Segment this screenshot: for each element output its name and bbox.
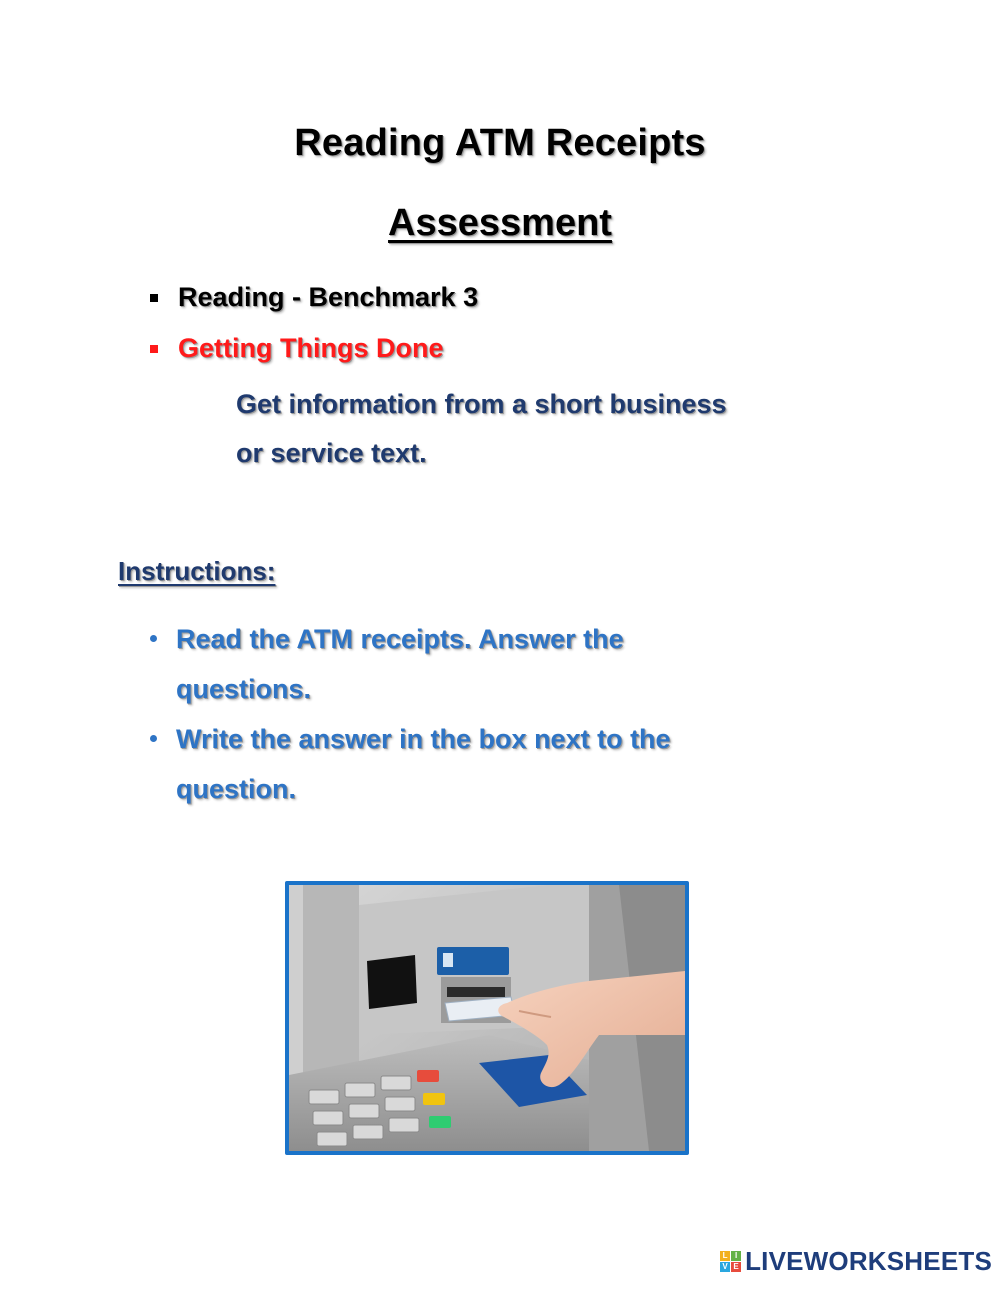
sub-bullet-line-2: or service text. <box>236 438 427 468</box>
liveworksheets-mark-icon <box>720 1251 741 1272</box>
logo-letter: L <box>720 1251 730 1261</box>
bullet-item-getting-things-done <box>150 333 443 364</box>
atm-photo <box>285 881 689 1155</box>
bullet-label: Getting Things Done <box>178 333 444 363</box>
dot-bullet-icon <box>150 635 157 642</box>
logo-letter: I <box>731 1251 741 1261</box>
bullet-item-reading <box>150 282 478 313</box>
liveworksheets-logo <box>720 1246 992 1277</box>
sub-bullet-item <box>212 380 872 478</box>
document-subtitle: Assessment <box>388 202 612 244</box>
logo-letter: V <box>720 1262 730 1272</box>
atm-card-insertion-illustration <box>289 885 685 1151</box>
liveworksheets-wordmark: LIVEWORKSHEETS <box>745 1246 992 1276</box>
dot-bullet-icon <box>150 735 157 742</box>
document-title: Reading ATM Receipts <box>294 122 706 164</box>
sub-bullet-line-1: Get information from a short business <box>236 389 727 419</box>
bullet-label: Reading - Benchmark 3 <box>178 282 479 312</box>
instructions-list <box>150 614 850 814</box>
instruction-line: questions. <box>176 674 312 704</box>
instructions-heading: Instructions: <box>118 556 276 586</box>
square-bullet-icon <box>150 294 158 302</box>
list-item <box>150 614 850 714</box>
instruction-line: Write the answer in the box next to the <box>176 724 671 754</box>
instruction-line: question. <box>176 774 296 804</box>
logo-letter: E <box>731 1262 741 1272</box>
square-bullet-icon <box>150 345 158 353</box>
instruction-line: Read the ATM receipts. Answer the <box>176 624 624 654</box>
list-item <box>150 714 850 814</box>
